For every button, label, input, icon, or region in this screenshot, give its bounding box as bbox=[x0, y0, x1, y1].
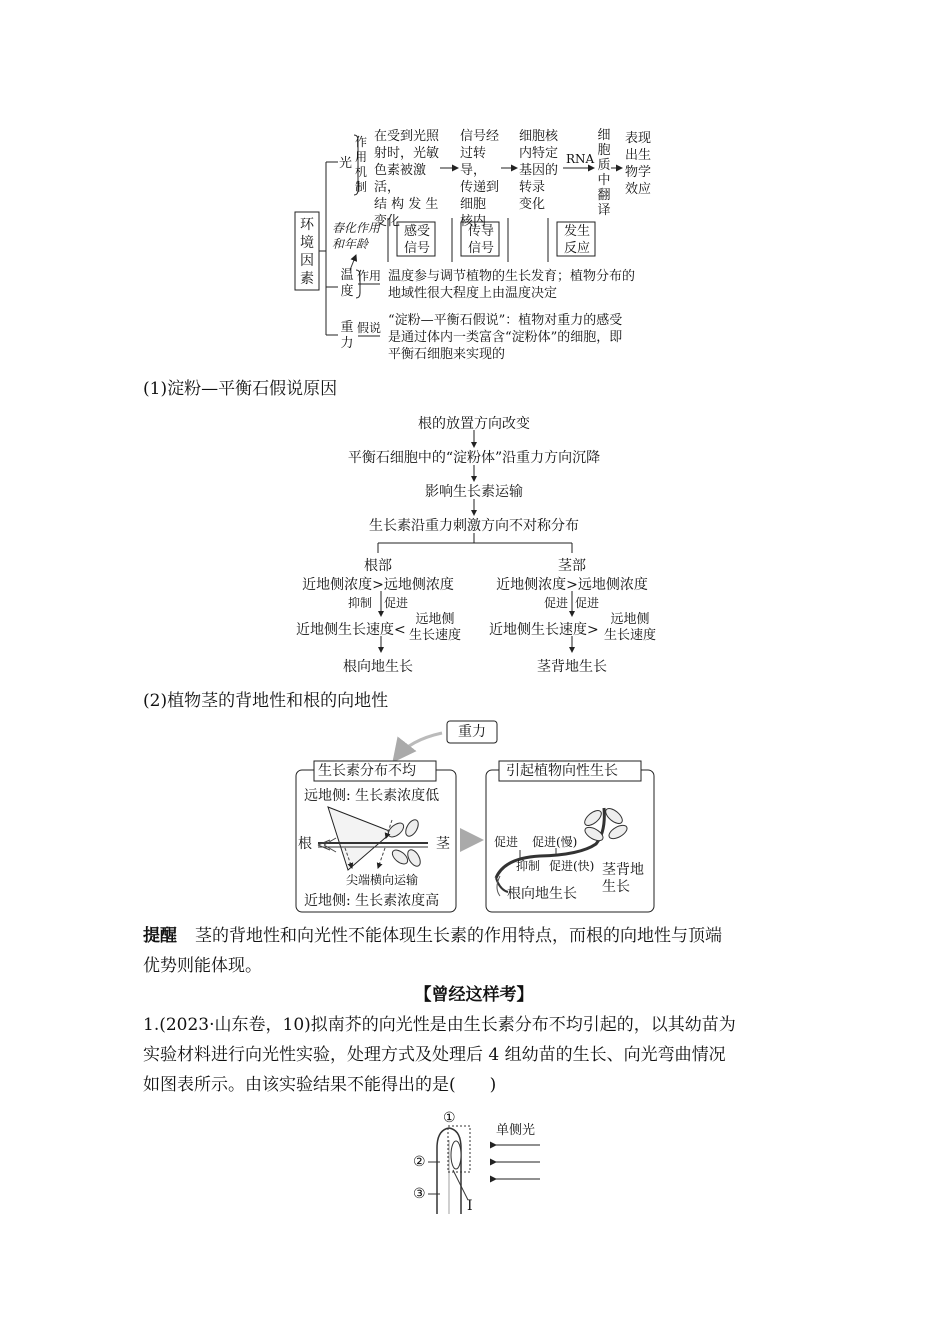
exam-heading: 【曾经这样考】 bbox=[414, 985, 534, 1005]
root-gravitropism: 根向地生长 bbox=[507, 886, 577, 902]
root-speed: 近地侧生长速度< bbox=[296, 622, 406, 638]
seedling-mark-2: ② bbox=[413, 1154, 426, 1170]
flow-step-4: 生长素沿重力刺激方向不对称分布 bbox=[369, 518, 579, 534]
flow-step-1: 根的放置方向改变 bbox=[418, 416, 530, 432]
promote-slow-label: 促进(慢) bbox=[532, 835, 578, 849]
response-box: 发生 反应 bbox=[563, 224, 590, 256]
root-concentration: 近地侧浓度>远地侧浓度 bbox=[302, 577, 454, 593]
light-step3: 细胞核 内特定 基因的 转录 变化 bbox=[519, 129, 559, 212]
root-title: 根部 bbox=[364, 558, 392, 574]
stem-label: 茎 bbox=[436, 836, 450, 852]
question-line-1: 1.(2023·山东卷，10)拟南芥的向光性是由生长素分布不均引起的，以其幼苗为 bbox=[143, 1015, 736, 1035]
stem-promote-1: 促进 bbox=[544, 596, 569, 610]
inhibit-label: 抑制 bbox=[516, 859, 541, 873]
light-label: 光 bbox=[339, 156, 353, 171]
env-label: 环境因素 bbox=[300, 217, 314, 287]
promote-label: 促进 bbox=[494, 835, 519, 849]
temperature-label: 温度 bbox=[340, 268, 354, 299]
section1-title: (1)淀粉—平衡石假说原因 bbox=[143, 379, 338, 399]
root-far-speed: 远地侧 生长速度 bbox=[409, 612, 462, 643]
seedling-mark-1: ① bbox=[443, 1110, 456, 1126]
reminder-label: 提醒 bbox=[143, 926, 177, 946]
reminder-text-1: 茎的背地性和向光性不能体现生长素的作用特点，而根的向地性与顶端 bbox=[195, 926, 722, 946]
gravity-label: 重力 bbox=[340, 320, 354, 351]
receive-signal-box: 感受 信号 bbox=[403, 224, 430, 256]
light-step5: 表现 出生 物学 效应 bbox=[625, 131, 652, 197]
light-step1: 在受到光照 射时，光敏 色素被激活， 结 构 发 生 变化 bbox=[374, 129, 440, 229]
stem-result: 茎背地生长 bbox=[537, 659, 607, 675]
flow-step-2: 平衡石细胞中的“淀粉体”沿重力方向沉降 bbox=[347, 450, 601, 466]
stem-promote-2: 促进 bbox=[575, 596, 600, 610]
root-label: 根 bbox=[298, 836, 312, 852]
temperature-text: 温度参与调节植物的生长发育；植物分布的 地域性很大程度上由温度决定 bbox=[388, 269, 636, 301]
reminder-text-2: 优势则能体现。 bbox=[143, 956, 262, 976]
mechanism-label: 作用机制 bbox=[354, 135, 367, 194]
light-step2: 信号经 过转导， 传递到 细胞 核内 bbox=[460, 129, 500, 229]
stem-concentration: 近地侧浓度>远地侧浓度 bbox=[496, 577, 648, 593]
gravity-box-label: 重力 bbox=[458, 724, 486, 740]
uneven-distribution-title: 生长素分布不均 bbox=[318, 763, 416, 779]
far-side-label: 远地侧: 生长素浓度低 bbox=[304, 788, 440, 804]
root-result: 根向地生长 bbox=[343, 659, 413, 675]
stem-negative-gravitropism: 茎背地 生长 bbox=[602, 862, 644, 895]
light-step4: 细胞质中翻译 bbox=[597, 128, 611, 218]
seedling-mark-i: Ⅰ bbox=[467, 1198, 473, 1214]
stem-speed: 近地侧生长速度> bbox=[489, 622, 599, 638]
root-promote: 促进 bbox=[384, 596, 409, 610]
temperature-role: 作用 bbox=[357, 269, 382, 283]
gravity-text: “淀粉—平衡石假说”：植物对重力的感受 是通过体内一类富含“淀粉体”的细胞，即 平衡石细胞来实现的 bbox=[388, 313, 623, 362]
question-line-2: 实验材料进行向光性实验，处理方式及处理后 4 组幼苗的生长、向光弯曲情况 bbox=[143, 1045, 726, 1065]
stem-title: 茎部 bbox=[558, 558, 586, 574]
root-inhibit: 抑制 bbox=[348, 596, 373, 610]
seedling-mark-3: ③ bbox=[413, 1186, 426, 1202]
rna-label: RNA bbox=[566, 152, 595, 166]
handwritten-note: 春化作用 和年龄 bbox=[332, 221, 381, 251]
lateral-transport-label: 尖端横向运输 bbox=[346, 873, 419, 887]
section2-title: (2)植物茎的背地性和根的向地性 bbox=[143, 691, 389, 711]
unilateral-light-label: 单侧光 bbox=[496, 1123, 536, 1138]
transduce-signal-box: 传导 信号 bbox=[467, 224, 494, 256]
flow-step-3: 影响生长素运输 bbox=[425, 484, 523, 500]
promote-fast-label: 促进(快) bbox=[549, 859, 595, 873]
tropism-title: 引起植物向性生长 bbox=[506, 763, 618, 779]
near-side-label: 近地侧: 生长素浓度高 bbox=[304, 893, 440, 909]
gravity-role: 假说 bbox=[357, 321, 382, 335]
question-line-3: 如图表所示。由该实验结果不能得出的是( ) bbox=[143, 1075, 497, 1095]
stem-far-speed: 远地侧 生长速度 bbox=[604, 612, 657, 643]
